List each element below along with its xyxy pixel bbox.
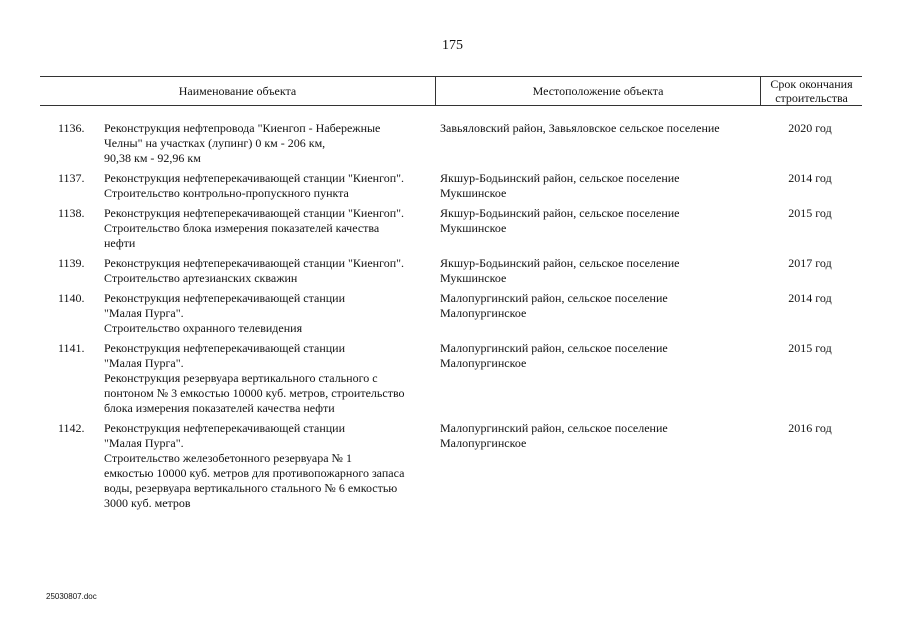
object-name-line: Строительство железобетонного резервуара № 1 (104, 451, 352, 465)
header-term-line: строительства (775, 91, 848, 105)
object-name-line: Реконструкция нефтеперекачивающей станции "Киенгоп". (104, 256, 405, 270)
object-location-line: Малопургинское (440, 356, 527, 370)
object-name-line: Строительство охранного телевидения (104, 321, 303, 335)
row-number: 1140. (58, 291, 85, 305)
object-location-line: Малопургинский район, сельское поселение (440, 421, 668, 435)
object-name-line: Реконструкция нефтеперекачивающей станции (104, 291, 346, 305)
row-number: 1137. (58, 171, 85, 185)
row-number: 1139. (58, 256, 85, 270)
table-top-rule (40, 76, 862, 77)
object-location (440, 341, 750, 371)
table-row (0, 206, 905, 251)
object-name-line: емкостью 10000 куб. метров для противопожарного запаса (104, 466, 405, 480)
table-row (0, 256, 905, 286)
object-location-line: Якшур-Бодьинский район, сельское поселение (440, 206, 680, 220)
object-name (104, 291, 434, 336)
object-name-line: 3000 куб. метров (104, 496, 191, 510)
object-location-line: Малопургинский район, сельское поселение (440, 291, 668, 305)
object-location-line: Якшур-Бодьинский район, сельское поселение (440, 171, 680, 185)
table-row (0, 291, 905, 336)
object-name-line: блока измерения показателей качества нефти (104, 401, 335, 415)
construction-deadline: 2015 год (788, 341, 832, 355)
object-location-line: Мукшинское (440, 271, 507, 285)
object-name-line: нефти (104, 236, 136, 250)
object-name-line: "Малая Пурга". (104, 436, 184, 450)
table-body (0, 121, 905, 516)
object-name-line: Реконструкция нефтеперекачивающей станции "Киенгоп". (104, 171, 405, 185)
object-name-line: Строительство артезианских скважин (104, 271, 298, 285)
construction-deadline: 2016 год (788, 421, 832, 435)
construction-deadline: 2014 год (788, 171, 832, 185)
object-name-line: Реконструкция резервуара вертикального стального с (104, 371, 378, 385)
object-location-line: Малопургинское (440, 306, 527, 320)
object-name-line: Строительство контрольно-пропускного пункта (104, 186, 349, 200)
object-location (440, 171, 750, 201)
table-header-bottom-rule (40, 105, 862, 106)
object-name (104, 256, 434, 286)
table-row (0, 171, 905, 201)
object-name-line: Реконструкция нефтепровода "Киенгоп - Набережные (104, 121, 381, 135)
object-name (104, 171, 434, 201)
page-number: 175 (442, 38, 463, 53)
table-row (0, 121, 905, 166)
object-name-line: Челны" на участках (лупинг) 0 км - 206 км, (104, 136, 326, 150)
row-number: 1142. (58, 421, 85, 435)
object-location (440, 206, 750, 236)
object-name-line: Строительство блока измерения показателей качества (104, 221, 380, 235)
header-name-column: Наименование объекта (178, 84, 297, 98)
table-row (0, 341, 905, 416)
object-name-line: Реконструкция нефтеперекачивающей станции (104, 341, 346, 355)
row-number: 1138. (58, 206, 85, 220)
object-location (440, 421, 750, 451)
object-location (440, 121, 750, 136)
object-name-line: понтоном № 3 емкостью 10000 куб. метров, строительство (104, 386, 405, 400)
construction-deadline: 2017 год (788, 256, 832, 270)
object-name (104, 121, 434, 166)
object-location-line: Мукшинское (440, 186, 507, 200)
object-name-line: "Малая Пурга". (104, 306, 184, 320)
object-location (440, 256, 750, 286)
object-name-line: 90,38 км - 92,96 км (104, 151, 201, 165)
object-name (104, 341, 434, 416)
object-name-line: "Малая Пурга". (104, 356, 184, 370)
construction-deadline: 2014 год (788, 291, 832, 305)
construction-deadline: 2020 год (788, 121, 832, 135)
object-location-line: Завьяловский район, Завьяловское сельское поселение (440, 121, 720, 135)
object-location-line: Мукшинское (440, 221, 507, 235)
object-location-line: Якшур-Бодьинский район, сельское поселение (440, 256, 680, 270)
object-location-line: Малопургинское (440, 436, 527, 450)
object-name (104, 421, 434, 511)
object-name-line: Реконструкция нефтеперекачивающей станции (104, 421, 346, 435)
row-number: 1141. (58, 341, 85, 355)
object-name-line: воды, резервуара вертикального стального № 6 емкостью (104, 481, 398, 495)
object-name-line: Реконструкция нефтеперекачивающей станции "Киенгоп". (104, 206, 405, 220)
construction-deadline: 2015 год (788, 206, 832, 220)
document-filename: 25030807.doc (46, 592, 97, 601)
header-term-line: Срок окончания (770, 77, 853, 91)
table-row (0, 421, 905, 511)
object-location-line: Малопургинский район, сельское поселение (440, 341, 668, 355)
header-location-column: Местоположение объекта (532, 84, 664, 98)
object-name (104, 206, 434, 251)
header-term-column (761, 77, 862, 105)
row-number: 1136. (58, 121, 85, 135)
object-location (440, 291, 750, 321)
